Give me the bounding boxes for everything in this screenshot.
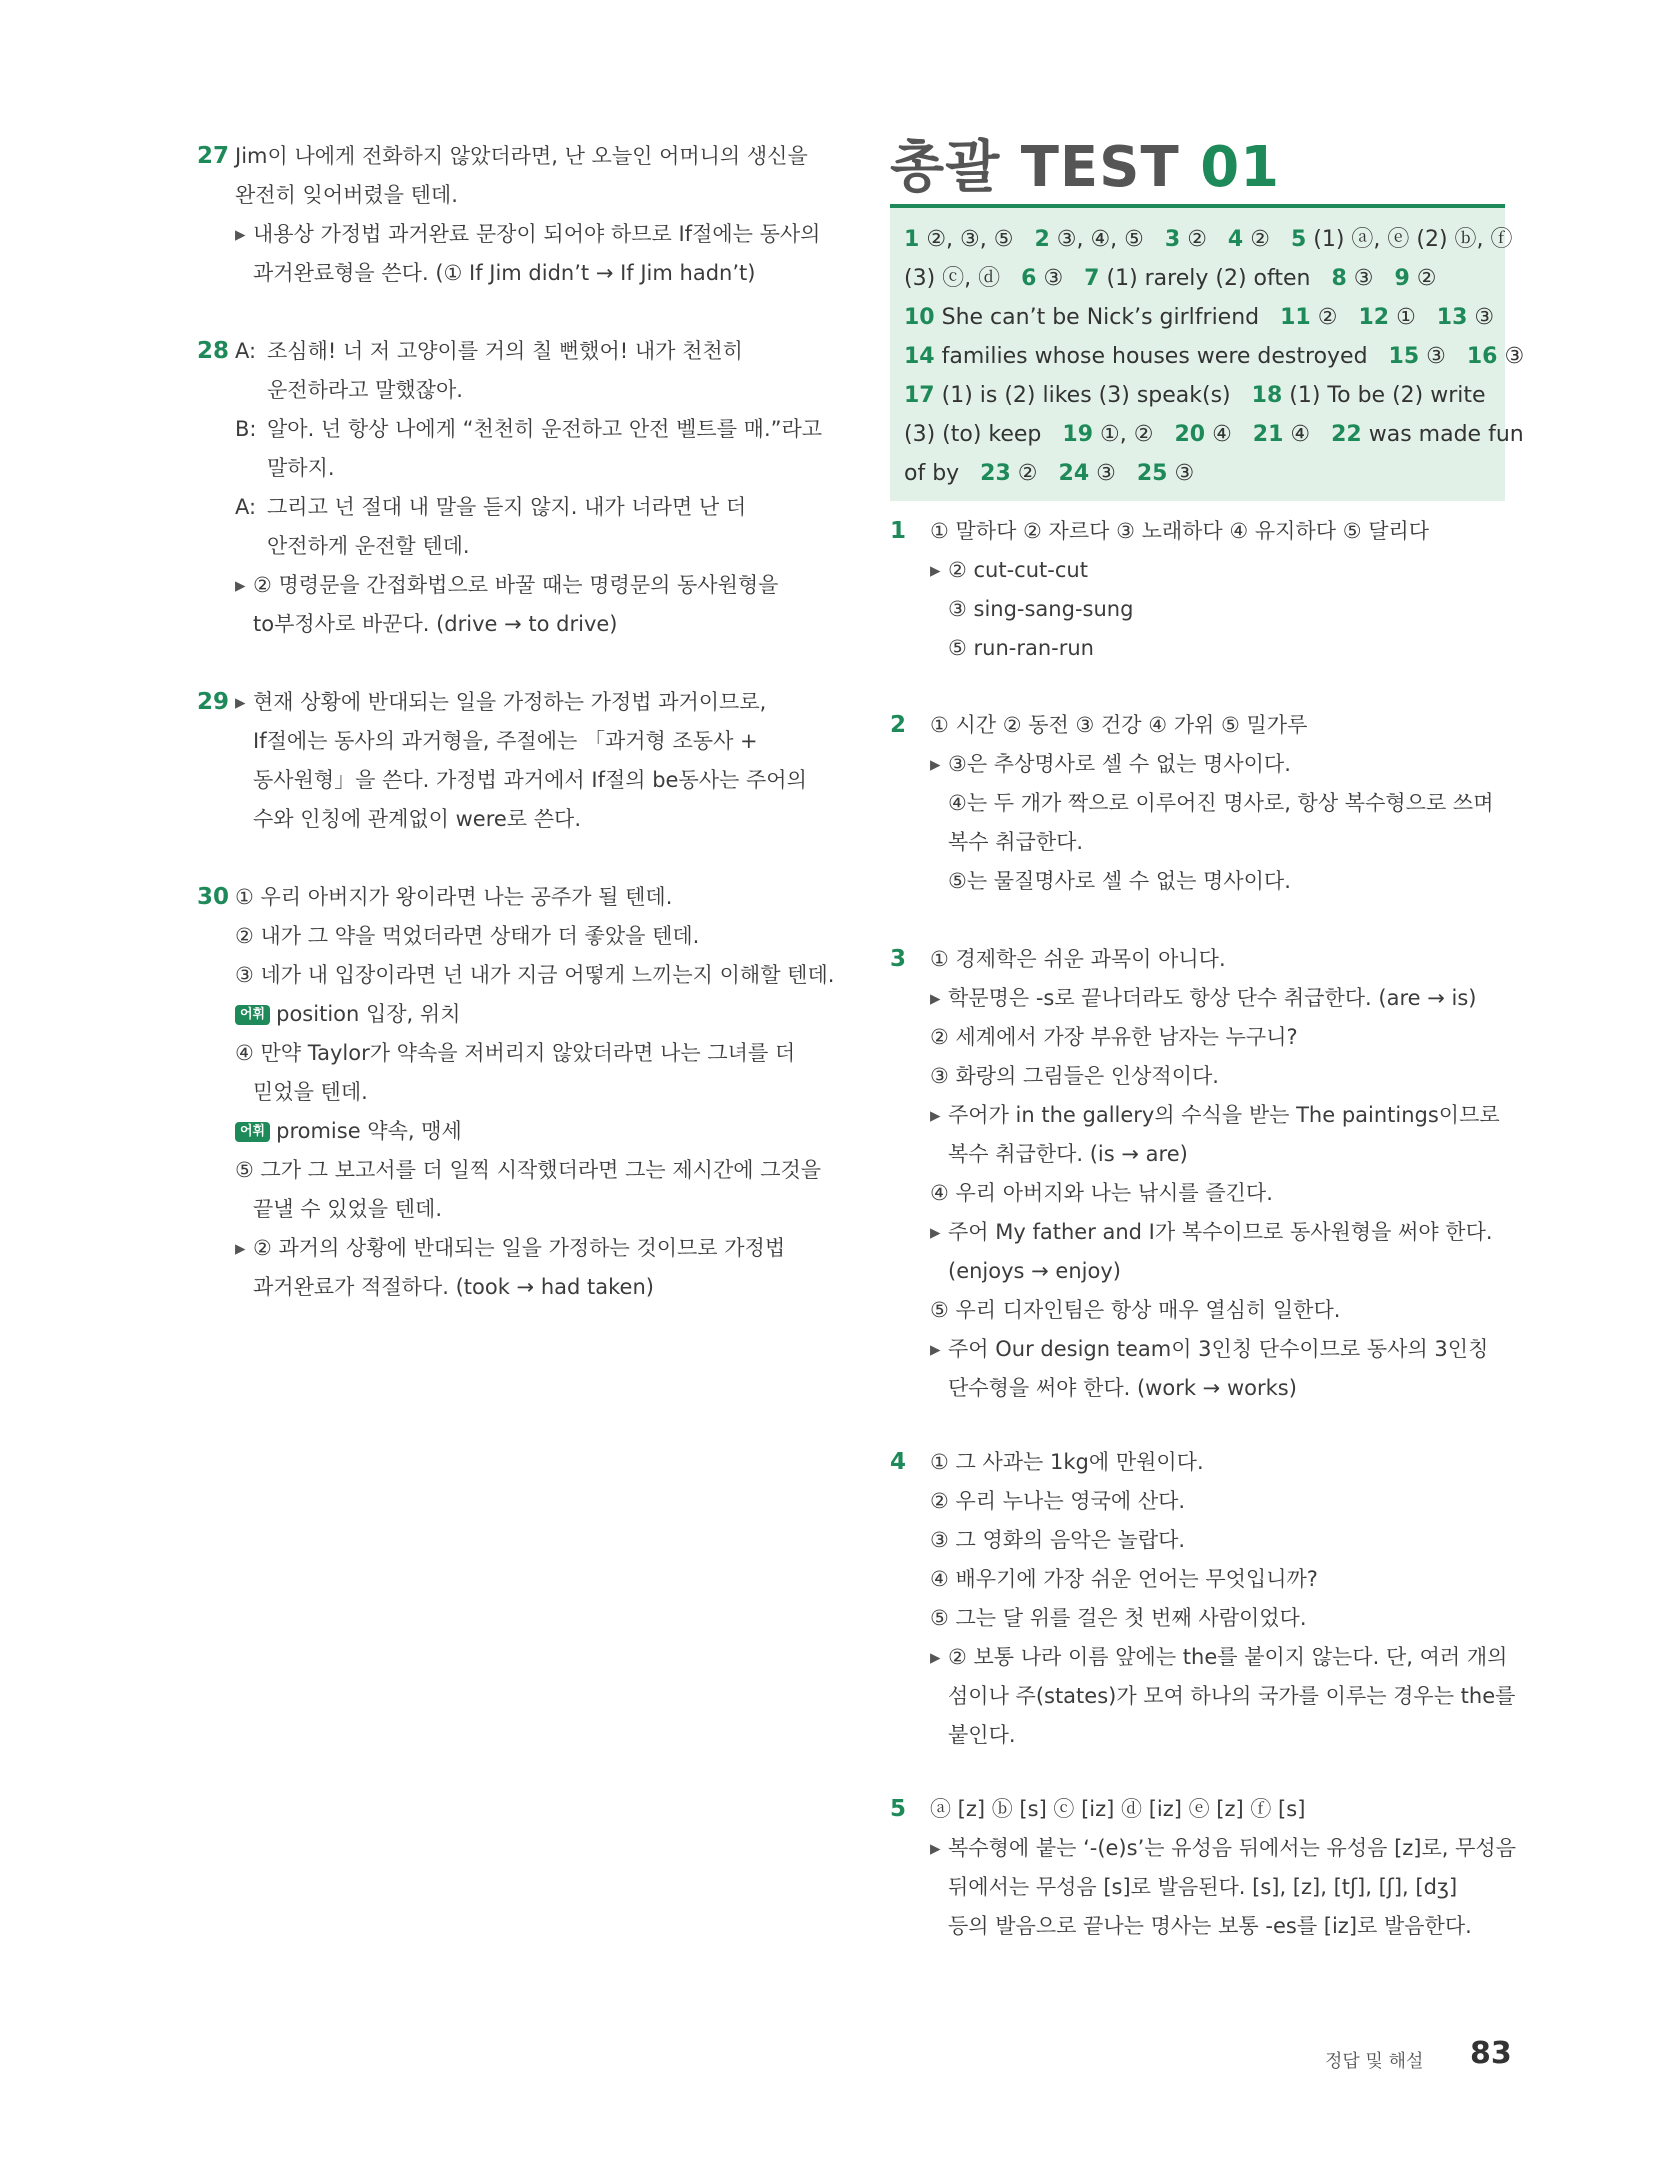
explanation-text: 단수형을 써야 한다. (work → works) xyxy=(948,1376,1297,1400)
page-number: 83 xyxy=(1470,2036,1512,2071)
explanation-4 xyxy=(890,1443,1516,1755)
dialogue-line xyxy=(235,449,817,488)
question-number: 27 xyxy=(197,143,230,169)
question-number: 29 xyxy=(197,689,230,715)
korean-sentence: ① 우리 아버지가 왕이라면 나는 공주가 될 텐데. xyxy=(235,885,673,909)
explanation-text: ⑤는 물질명사로 셀 수 없는 명사이다. xyxy=(948,869,1291,893)
answer-key-line: (3) (to) keep 19 ①, ② 20 ④ 21 ④ 22 was made fun xyxy=(904,422,1524,447)
explanation-3 xyxy=(890,940,1505,1408)
explanation-text: ② 보통 나라 이름 앞에는 the를 붙이지 않는다. 단, 여러 개의 xyxy=(948,1645,1508,1669)
explanation-text: ② cut-cut-cut xyxy=(948,558,1088,582)
question-number: 2 xyxy=(890,712,907,738)
answer-key-line: 14 families whose houses were destroyed 15 ③ 16 ③ xyxy=(904,344,1525,369)
explanation-text: (enjoys → enjoy) xyxy=(948,1259,1121,1283)
korean-sentence: ① 경제학은 쉬운 과목이 아니다. xyxy=(930,947,1226,971)
korean-sentence: ① 그 사과는 1kg에 만원이다. xyxy=(930,1450,1204,1474)
dialogue-text: 안전하게 운전할 텐데. xyxy=(267,534,470,558)
vocab-text: position 입장, 위치 xyxy=(276,1002,461,1026)
explanation-text: 과거완료가 적절하다. (took → had taken) xyxy=(253,1275,654,1299)
explanation-text: 주어 Our design team이 3인칭 단수이므로 동사의 3인칭 xyxy=(948,1337,1489,1361)
korean-sentence: 끝낼 수 있었을 텐데. xyxy=(253,1197,442,1221)
dialogue-text: 조심해! 너 저 고양이를 거의 칠 뻔했어! 내가 천천히 xyxy=(267,339,743,363)
explanation-text: 내용상 가정법 과거완료 문장이 되어야 하므로 If절에는 동사의 xyxy=(253,222,821,246)
explanation-text: 주어가 in the gallery의 수식을 받는 The paintings이므로 xyxy=(948,1103,1500,1127)
question-30 xyxy=(197,878,835,1307)
explanation xyxy=(235,1229,817,1268)
korean-sentence: 믿었을 텐데. xyxy=(253,1080,368,1104)
korean-sentence: ③ 화랑의 그림들은 인상적이다. xyxy=(930,1064,1219,1088)
explanation-text: ④는 두 개가 짝으로 이루어진 명사로, 항상 복수형으로 쓰며 xyxy=(948,791,1494,815)
dialogue-text: 알아. 넌 항상 나에게 “천천히 운전하고 안전 벨트를 매.”라고 xyxy=(267,417,823,441)
explanation xyxy=(930,551,1505,590)
korean-sentence: ② 세계에서 가장 부유한 남자는 누구니? xyxy=(930,1025,1298,1049)
explanation-text: 동사원형」을 쓴다. 가정법 과거에서 If절의 be동사는 주어의 xyxy=(253,768,807,792)
section-title-text: 총괄 TEST xyxy=(890,135,1180,200)
explanation-1 xyxy=(890,512,1505,668)
explanation xyxy=(930,1638,1508,1677)
question-number: 5 xyxy=(890,1796,907,1822)
vocab-text: promise 약속, 맹세 xyxy=(276,1119,462,1143)
explanation xyxy=(930,745,1505,784)
explanation-text: to부정사로 바꾼다. (drive → to drive) xyxy=(253,612,618,636)
explanation xyxy=(930,979,1505,1018)
answer-key-line: of by 23 ② 24 ③ 25 ③ xyxy=(904,461,1195,486)
korean-sentence: ④ 우리 아버지와 나는 낚시를 즐긴다. xyxy=(930,1181,1273,1205)
question-number: 4 xyxy=(890,1449,907,1475)
answer-key-line: 10 She can’t be Nick’s girlfriend 11 ② 12 ① 13 ③ xyxy=(904,305,1495,330)
explanation xyxy=(930,1829,1516,1868)
question-number: 3 xyxy=(890,946,907,972)
korean-sentence: ② 내가 그 약을 먹었더라면 상태가 더 좋았을 텐데. xyxy=(235,924,700,948)
dialogue-line xyxy=(235,410,823,449)
dialogue-text: 말하지. xyxy=(267,456,335,480)
explanation xyxy=(235,566,817,605)
pronunciation-list: ⓐ [z] ⓑ [s] ⓒ [iz] ⓓ [iz] ⓔ [z] ⓕ [s] xyxy=(930,1797,1306,1821)
explanation-text: ② 과거의 상황에 반대되는 일을 가정하는 것이므로 가정법 xyxy=(253,1236,786,1260)
explanation-text: 수와 인칭에 관계없이 were로 쓴다. xyxy=(253,807,581,831)
korean-sentence: Jim이 나에게 전화하지 않았더라면, 난 오늘인 어머니의 생신을 xyxy=(235,144,808,168)
answer-key-box xyxy=(890,208,1525,501)
section-title xyxy=(890,133,1280,203)
answer-key-line: (3) ⓒ, ⓓ 6 ③ 7 (1) rarely (2) often 8 ③ 9 ② xyxy=(904,266,1437,291)
explanation-text: ③ sing-sang-sung xyxy=(948,597,1134,621)
explanation-text: 주어 My father and I가 복수이므로 동사원형을 써야 한다. xyxy=(948,1220,1493,1244)
speaker-label: B: xyxy=(235,417,257,441)
question-29 xyxy=(197,683,817,839)
question-number: 1 xyxy=(890,518,907,544)
speaker-label: A: xyxy=(235,495,257,519)
korean-sentence: ③ 네가 내 입장이라면 넌 내가 지금 어떻게 느끼는지 이해할 텐데. xyxy=(235,963,835,987)
vocab-note xyxy=(235,995,817,1034)
korean-sentence: ④ 배우기에 가장 쉬운 언어는 무엇입니까? xyxy=(930,1567,1318,1591)
answer-key-line: 17 (1) is (2) likes (3) speak(s) 18 (1) To be (2) write xyxy=(904,383,1486,408)
explanation-text: 복수 취급한다. xyxy=(948,830,1084,854)
explanation xyxy=(235,683,817,722)
explanation-5 xyxy=(890,1790,1516,1946)
dialogue-line xyxy=(235,527,817,566)
explanation-text: 과거완료형을 쓴다. (① If Jim didn’t → If Jim hadn’t) xyxy=(253,261,756,285)
korean-sentence: ③ 그 영화의 음악은 놀랍다. xyxy=(930,1528,1186,1552)
question-27 xyxy=(197,137,821,293)
section-title-number: 01 xyxy=(1200,135,1281,200)
vocab-note xyxy=(235,1112,817,1151)
choice-list: ① 말하다 ② 자르다 ③ 노래하다 ④ 유지하다 ⑤ 달리다 xyxy=(930,519,1430,543)
explanation-text: 등의 발음으로 끝나는 명사는 보통 -es를 [iz]로 발음한다. xyxy=(948,1914,1472,1938)
explanation-text: 섬이나 주(states)가 모여 하나의 국가를 이루는 경우는 the를 xyxy=(948,1684,1516,1708)
explanation-text: ⑤ run-ran-run xyxy=(948,636,1094,660)
explanation-text: If절에는 동사의 과거형을, 주절에는 「과거형 조동사 + xyxy=(253,729,758,753)
dialogue-line xyxy=(235,371,817,410)
korean-sentence: 완전히 잊어버렸을 텐데. xyxy=(235,183,458,207)
korean-sentence: ⑤ 그가 그 보고서를 더 일찍 시작했더라면 그는 제시간에 그것을 xyxy=(235,1158,822,1182)
choice-list: ① 시간 ② 동전 ③ 건강 ④ 가위 ⑤ 밀가루 xyxy=(930,713,1308,737)
explanation-2 xyxy=(890,706,1505,901)
answer-key-line: 1 ②, ③, ⑤ 2 ③, ④, ⑤ 3 ② 4 ② 5 (1) ⓐ, ⓔ (2) ⓑ, ⓕ xyxy=(904,227,1513,252)
explanation xyxy=(930,1213,1505,1252)
question-number: 28 xyxy=(197,338,230,364)
question-28 xyxy=(197,332,823,644)
dialogue-text: 운전하라고 말했잖아. xyxy=(267,378,463,402)
footer-label: 정답 및 해설 xyxy=(1325,2051,1424,2072)
dialogue-line xyxy=(235,488,817,527)
korean-sentence: ⑤ 우리 디자인팀은 항상 매우 열심히 일한다. xyxy=(930,1298,1341,1322)
vocab-tag: 어휘 xyxy=(235,1122,270,1142)
speaker-label: A: xyxy=(235,339,257,363)
explanation-text: 현재 상황에 반대되는 일을 가정하는 가정법 과거이므로, xyxy=(253,690,767,714)
dialogue-text: 그리고 넌 절대 내 말을 듣지 않지. 내가 너라면 난 더 xyxy=(267,495,747,519)
question-number: 30 xyxy=(197,884,230,910)
explanation-text: 학문명은 -s로 끝나더라도 항상 단수 취급한다. (are → is) xyxy=(948,986,1477,1010)
korean-sentence: ④ 만약 Taylor가 약속을 저버리지 않았더라면 나는 그녀를 더 xyxy=(235,1041,796,1065)
explanation-text: ③은 추상명사로 셀 수 없는 명사이다. xyxy=(948,752,1291,776)
explanation xyxy=(930,1330,1505,1369)
explanation-text: ② 명령문을 간접화법으로 바꿀 때는 명령문의 동사원형을 xyxy=(253,573,779,597)
explanation-text: 붙인다. xyxy=(948,1723,1016,1747)
korean-sentence: ⑤ 그는 달 위를 걸은 첫 번째 사람이었다. xyxy=(930,1606,1307,1630)
explanation xyxy=(235,215,821,254)
vocab-tag: 어휘 xyxy=(235,1005,270,1025)
explanation-text: 복수 취급한다. (is → are) xyxy=(948,1142,1188,1166)
korean-sentence: ② 우리 누나는 영국에 산다. xyxy=(930,1489,1186,1513)
explanation xyxy=(930,1096,1505,1135)
dialogue-line xyxy=(235,332,817,371)
explanation-text: 뒤에서는 무성음 [s]로 발음된다. [s], [z], [tʃ], [ʃ], [dʒ] xyxy=(948,1875,1458,1899)
explanation-text: 복수형에 붙는 ‘-(e)s’는 유성음 뒤에서는 유성음 [z]로, 무성음 xyxy=(948,1836,1516,1860)
